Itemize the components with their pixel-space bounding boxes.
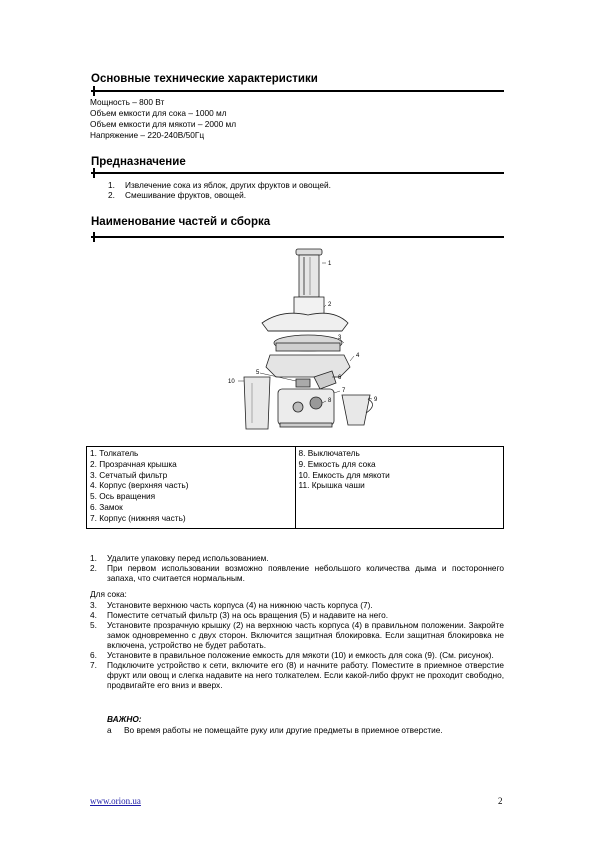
diagram-label: 1 (328, 261, 332, 267)
section-rule (91, 172, 504, 174)
list-item: 6. Установите в правильное положение емкость для мякоти (10) и емкость для сока (9). (См. рисунок). (90, 650, 494, 660)
purpose-list (108, 180, 504, 200)
section-rule (91, 90, 504, 92)
diagram-label: 2 (328, 302, 332, 308)
diagram-label: 7 (342, 388, 346, 394)
table-row: 6. Замок (90, 501, 123, 512)
diagram-label: 5 (256, 370, 260, 376)
table-row: 3. Сетчатый фильтр (90, 469, 168, 480)
important-label: ВАЖНО: (107, 714, 142, 724)
table-row: 4. Корпус (верхняя часть) (90, 480, 189, 491)
table-row: 5. Ось вращения (90, 491, 156, 502)
parts-column-left (87, 447, 296, 529)
list-item: 1. Удалите упаковку перед использованием. (90, 553, 269, 563)
list-item: 5. Установите прозрачную крышку (2) на верхнюю часть корпуса (4) в правильном положении. Закройте замок одновременно с двух сторон. Включится защитная блокировка. Если защитная блокировка не включена, устройство не будет работать. (90, 620, 504, 650)
list-item: 2. Смешивание фруктов, овощей. (108, 190, 247, 200)
parts-table (86, 446, 504, 529)
juice-heading: Для сока: (90, 589, 127, 599)
section-title-purpose: Предназначение (91, 156, 186, 168)
page-number: 2 (498, 796, 503, 806)
table-row: 1. Толкатель (90, 448, 139, 458)
pre-instructions-list (90, 553, 504, 583)
section-rule (91, 236, 504, 238)
table-row: 2. Прозрачная крышка (90, 458, 177, 469)
diagram-label: 10 (228, 379, 235, 385)
note-list (107, 725, 504, 735)
diagram-label: 3 (338, 335, 342, 341)
list-item: 3. Установите верхнюю часть корпуса (4) на нижнюю часть корпуса (7). (90, 600, 373, 610)
table-row: 11. Крышка чаши (298, 480, 365, 491)
juicer-assembly-diagram (222, 243, 522, 433)
parts-column-right (295, 447, 504, 529)
list-item: 7. Подключите устройство к сети, включите его (8) и начните работу. Поместите в приемное отверстие фрукт или овощ и слегка надавите на него толкателем. Если какой-либо фрукт не проходит свободно, продвигайте его вниз и вверх. (90, 660, 504, 690)
list-item: а Во время работы не помещайте руку или другие предметы в приемное отверстие. (107, 725, 443, 735)
section-title-specs: Основные технические характеристики (91, 73, 318, 85)
table-row: 9. Емкость для сока (298, 458, 376, 469)
diagram-label: 6 (338, 375, 342, 381)
diagram-label: 8 (328, 398, 332, 404)
table-row: 10. Емкость для мякоти (298, 469, 390, 480)
footer-link[interactable]: www.orion.ua (90, 796, 141, 806)
diagram-label: 4 (356, 353, 360, 359)
spec-line: Объем емкости для мякоти – 2000 мл (90, 119, 237, 129)
spec-line: Объем емкости для сока – 1000 мл (90, 108, 227, 118)
spec-line: Мощность – 800 Вт (90, 97, 165, 107)
list-item: 4. Поместите сетчатый фильтр (3) на ось вращения (5) и надавите на него. (90, 610, 389, 620)
list-item: 1. Извлечение сока из яблок, других фруктов и овощей. (108, 180, 331, 190)
table-row: 7. Корпус (нижняя часть) (90, 512, 186, 523)
list-item: 2. При первом использовании возможно появление небольшого количества дыма и постороннего запаха, что считается нормальным. (90, 563, 504, 583)
diagram-label: 9 (374, 397, 378, 403)
section-title-parts: Наименование частей и сборка (91, 216, 271, 228)
spec-line: Напряжение – 220-240В/50Гц (90, 130, 205, 140)
juice-steps-list (90, 600, 504, 690)
table-row: 8. Выключатель (298, 448, 360, 458)
